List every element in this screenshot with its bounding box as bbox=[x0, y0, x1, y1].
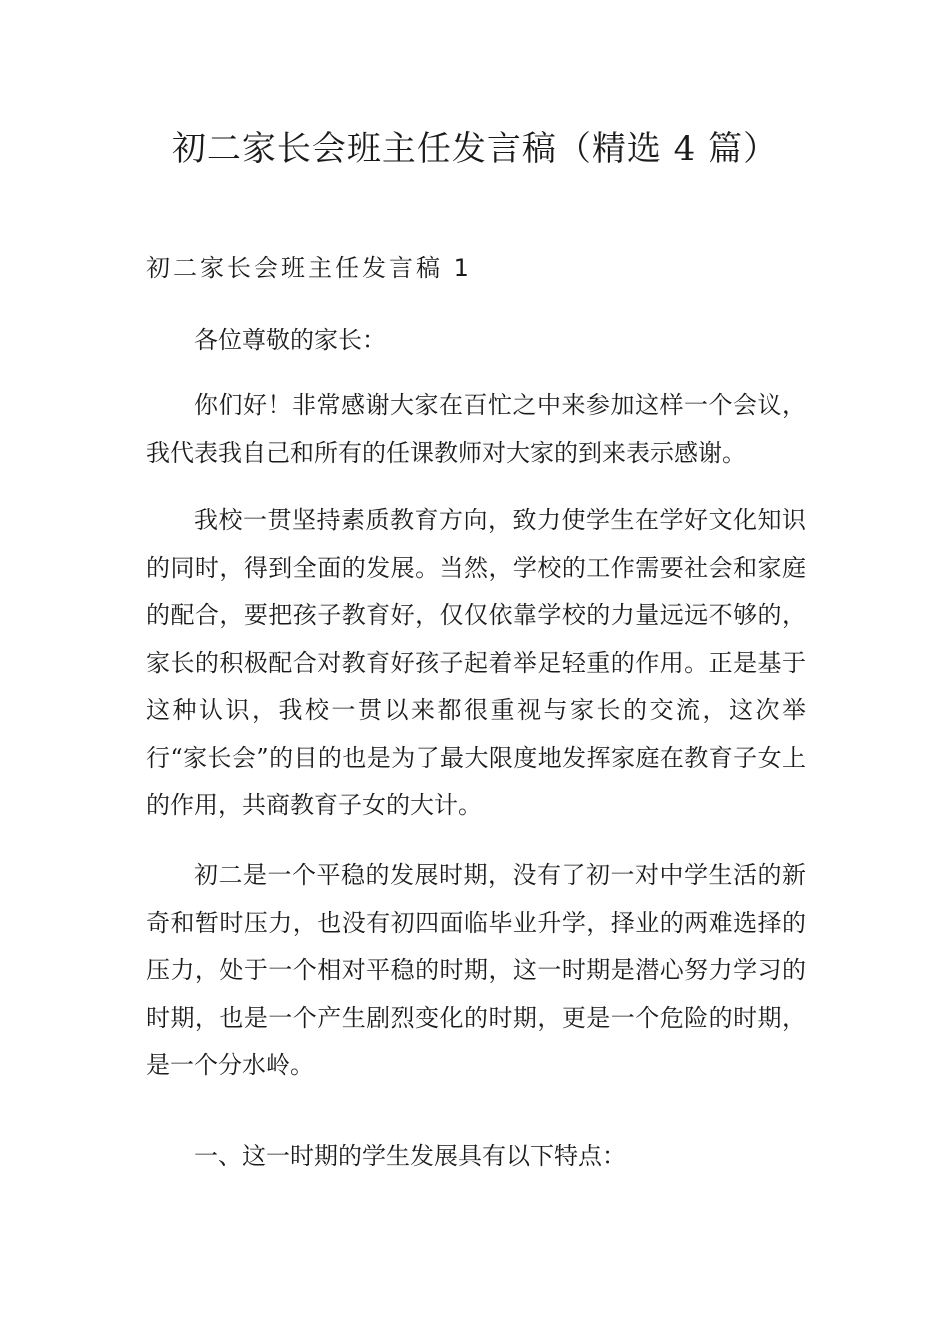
greeting-paragraph: 你们好！非常感谢大家在百忙之中来参加这样一个会议，我代表我自己和所有的任课教师对大家的到来表示感谢。 bbox=[146, 391, 806, 467]
section-heading: 初二家长会班主任发言稿 1 bbox=[146, 254, 472, 282]
grade-two-paragraph: 初二是一个平稳的发展时期，没有了初一对中学生活的新奇和暂时压力，也没有初四面临毕业升学，择业的两难选择的压力，处于一个相对平稳的时期，这一时期是潜心努力学习的时期，也是一个产生剧烈变化的时期，更是一个危险的时期，是一个分水岭。 bbox=[146, 861, 806, 1079]
school-policy-paragraph: 我校一贯坚持素质教育方向，致力使学生在学好文化知识的同时，得到全面的发展。当然，学校的工作需要社会和家庭的配合，要把孩子教育好，仅仅依靠学校的力量远远不够的，家长的积极配合对教育好孩子起着举足轻重的作用。正是基于这种认识，我校一贯以来都很重视与家长的交流，这次举行“家长会”的目的也是为了最大限度地发挥家庭在教育子女上的作用，共商教育子女的大计。 bbox=[146, 506, 806, 819]
salutation-paragraph: 各位尊敬的家长： bbox=[194, 326, 386, 354]
document-title: 初二家长会班主任发言稿（精选 4 篇） bbox=[171, 129, 779, 169]
characteristics-heading-paragraph: 一、这一时期的学生发展具有以下特点： bbox=[194, 1142, 626, 1170]
